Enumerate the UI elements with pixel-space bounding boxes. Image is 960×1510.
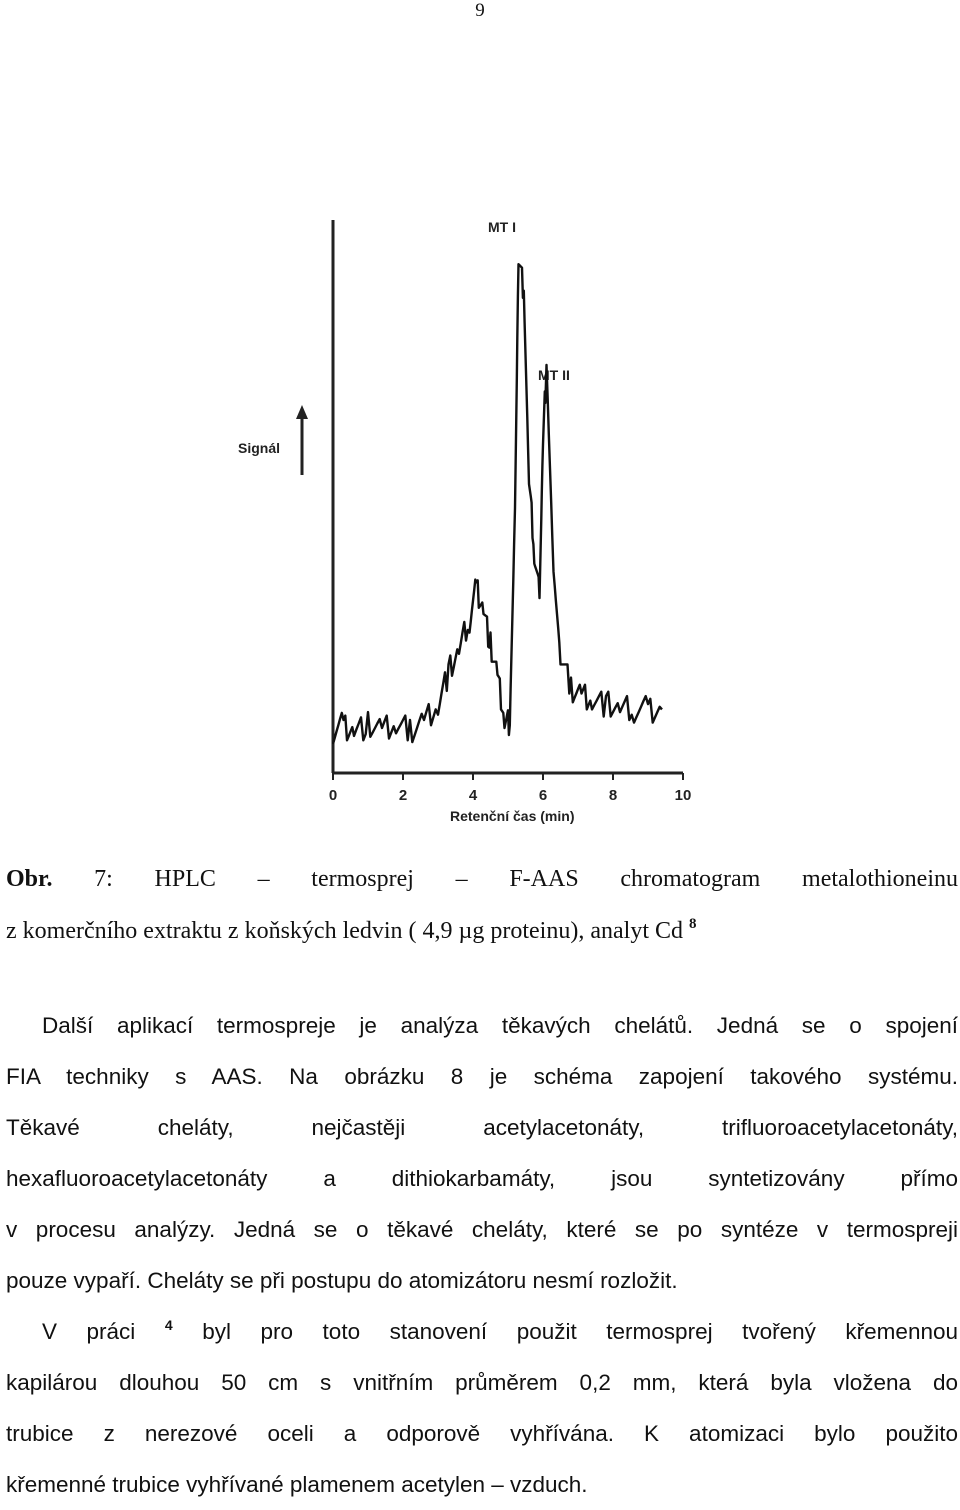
caption-line-2 (6, 905, 958, 957)
signal-arrow-head (296, 405, 308, 419)
body-line: kapilárou dlouhou 50 cm s vnitřním průměrem 0,2 mm, která byla vložena do (6, 1370, 958, 1395)
caption-line-1-text: 7: HPLC – termosprej – F-AAS chromatogram metalothioneinu (94, 866, 958, 892)
body-line: Další aplikací termospreje je analýza těkavých chelátů. Jedná se o spojení (42, 1013, 958, 1038)
x-tick-label: 2 (398, 787, 408, 804)
body-line: trubice z nerezové oceli a odporově vyhřívána. K atomizaci bylo použito (6, 1421, 958, 1446)
body-text (6, 1000, 958, 1510)
chromatogram-trace (333, 264, 662, 744)
body-line: hexafluoroacetylacetonáty a dithiokarbamáty, jsou syntetizovány přímo (6, 1166, 958, 1191)
body-p2-rest: byl pro toto stanovení použit termosprej tvořený křemennou (202, 1319, 958, 1344)
caption-label: Obr. (6, 866, 53, 892)
figure-caption (6, 853, 958, 957)
caption-line-1 (6, 853, 958, 905)
x-tick-label: 10 (674, 787, 692, 804)
x-tick-label: 0 (328, 787, 338, 804)
page-number: 9 (475, 0, 485, 21)
body-line: křemenné trubice vyhřívané plamenem acetylen – vzduch. (6, 1472, 588, 1497)
body-line: FIA techniky s AAS. Na obrázku 8 je schéma zapojení takového systému. (6, 1064, 958, 1089)
body-line: Těkavé cheláty, nejčastěji acetylacetonáty, trifluoroacetylacetonáty, (6, 1115, 958, 1140)
y-axis-label: Signál (238, 440, 281, 456)
caption-line-2-text: z komerčního extraktu z koňských ledvin ( 4,9 µg proteinu), analyt Cd (6, 918, 683, 944)
body-reference: 4 (164, 1317, 173, 1333)
body-p2-start: V práci (42, 1319, 136, 1344)
x-tick-label: 8 (608, 787, 618, 804)
x-tick-label: 6 (538, 787, 548, 804)
caption-reference: 8 (689, 916, 697, 932)
x-tick-group (329, 773, 692, 804)
annotation-mt1: MT I (488, 219, 516, 235)
body-line: v procesu analýzy. Jedná se o těkavé cheláty, které se po syntéze v termospreji (6, 1217, 958, 1242)
chromatogram-chart (220, 205, 710, 835)
body-line: pouze vypaří. Cheláty se při postupu do atomizátoru nesmí rozložit. (6, 1268, 678, 1293)
annotation-mt2: MT II (538, 367, 570, 383)
x-tick-label: 4 (468, 787, 478, 804)
x-axis-label: Retenční čas (min) (450, 808, 575, 824)
body-line (6, 1306, 958, 1357)
